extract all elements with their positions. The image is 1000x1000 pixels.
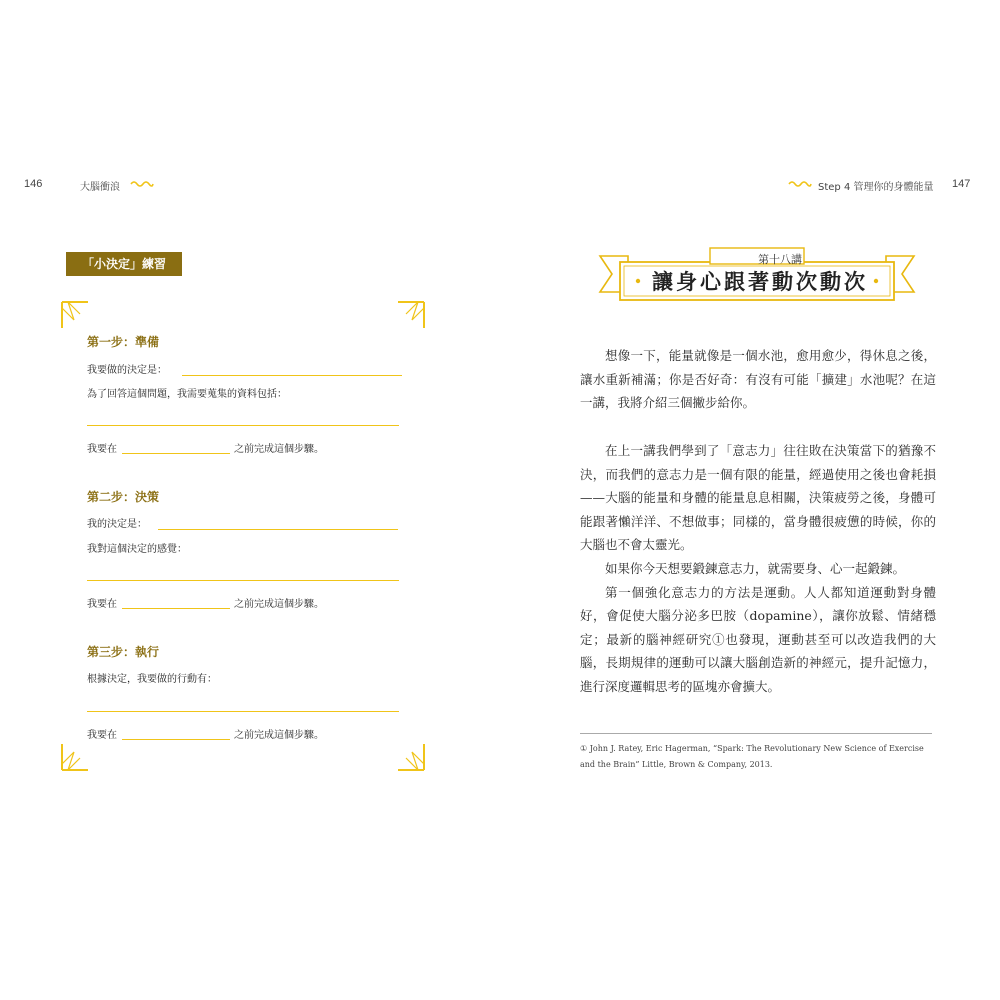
footnote-divider [580, 733, 932, 734]
corner-ornament-icon [396, 300, 426, 330]
step2-deadline-prefix: 我要在 [87, 599, 117, 610]
step3-deadline-suffix: 之前完成這個步驟。 [234, 730, 324, 741]
paragraph-text: 如果你今天想要鍛鍊意志力，就需要身、心一起鍛鍊。 [605, 560, 906, 576]
step3-deadline-blank[interactable] [122, 739, 230, 740]
corner-ornament-icon [60, 300, 90, 330]
body-paragraph-1 [580, 344, 936, 415]
corner-ornament-icon [60, 742, 90, 772]
step2-deadline-blank[interactable] [122, 608, 230, 609]
paragraph-text: 第一個強化意志力的方法是運動。人人都知道運動對身體好，會促使大腦分泌多巴胺（dopamine），讓你放鬆、情緒穩定；最新的腦神經研究①也發現，運動甚至可以改造我們的大腦，長期規律的運動可以讓大腦創造新的神經元，提升記憶力，進行深度邏輯思考的區塊亦會擴大。 [580, 584, 936, 694]
step1-research-blank[interactable] [87, 425, 399, 426]
step1-deadline-suffix: 之前完成這個步驟。 [234, 444, 324, 455]
exercise-label: 「小決定」練習 [66, 252, 182, 276]
right-page-number: 147 [952, 178, 971, 190]
step1-research-label: 為了回答這個問題，我需要蒐集的資料包括： [87, 389, 287, 400]
paragraph-text: 在上一講我們學到了「意志力」往往敗在決策當下的猶豫不決，而我們的意志力是一個有限的能量，經過使用之後也會耗損——大腦的能量和身體的能量息息相關，決策疲勞之後，身體可能跟著懶洋洋、不想做事；同樣的，當身體很疲憊的時候，你的大腦也不會太靈光。 [580, 443, 936, 553]
wave-ornament-icon [130, 179, 154, 187]
wave-ornament-icon [788, 179, 812, 187]
right-running-title: Step 4 管理你的身體能量 [818, 182, 934, 193]
step2-feeling-label: 我對這個決定的感覺： [87, 544, 187, 555]
step1-deadline-blank[interactable] [122, 453, 230, 454]
step1-deadline-prefix: 我要在 [87, 444, 117, 455]
body-paragraph-2 [580, 439, 936, 699]
step2-title: 第二步：決策 [87, 490, 160, 504]
left-running-title: 大腦衝浪 [80, 182, 120, 193]
lecture-title: 讓身心跟著動次動次 [652, 270, 868, 294]
corner-ornament-icon [396, 742, 426, 772]
step3-action-blank[interactable] [87, 711, 399, 712]
paragraph-text: 想像一下，能量就像是一個水池，愈用愈少，得休息之後，讓水重新補滿；你是否好奇：有沒有可能「擴建」水池呢？在這一講，我將介紹三個撇步給你。 [580, 348, 936, 411]
step3-title: 第三步：執行 [87, 645, 160, 659]
lecture-number: 第十八講 [758, 253, 802, 266]
left-page-number: 146 [24, 178, 43, 190]
step2-feeling-blank[interactable] [87, 580, 399, 581]
step3-deadline-prefix: 我要在 [87, 730, 117, 741]
step3-action-label: 根據決定，我要做的行動有： [87, 674, 217, 685]
step2-decision-blank[interactable] [158, 529, 398, 530]
step2-deadline-suffix: 之前完成這個步驟。 [234, 599, 324, 610]
step1-decision-label: 我要做的決定是： [87, 365, 167, 376]
footnote: ① John J. Ratey, Eric Hagerman, “Spark: The Revolutionary New Science of Exercise and the Brain” Little, Brown & Company, 2013. [580, 744, 924, 769]
step1-title: 第一步：準備 [87, 335, 160, 349]
step2-decision-label: 我的決定是： [87, 519, 147, 530]
step1-decision-blank[interactable] [182, 375, 402, 376]
